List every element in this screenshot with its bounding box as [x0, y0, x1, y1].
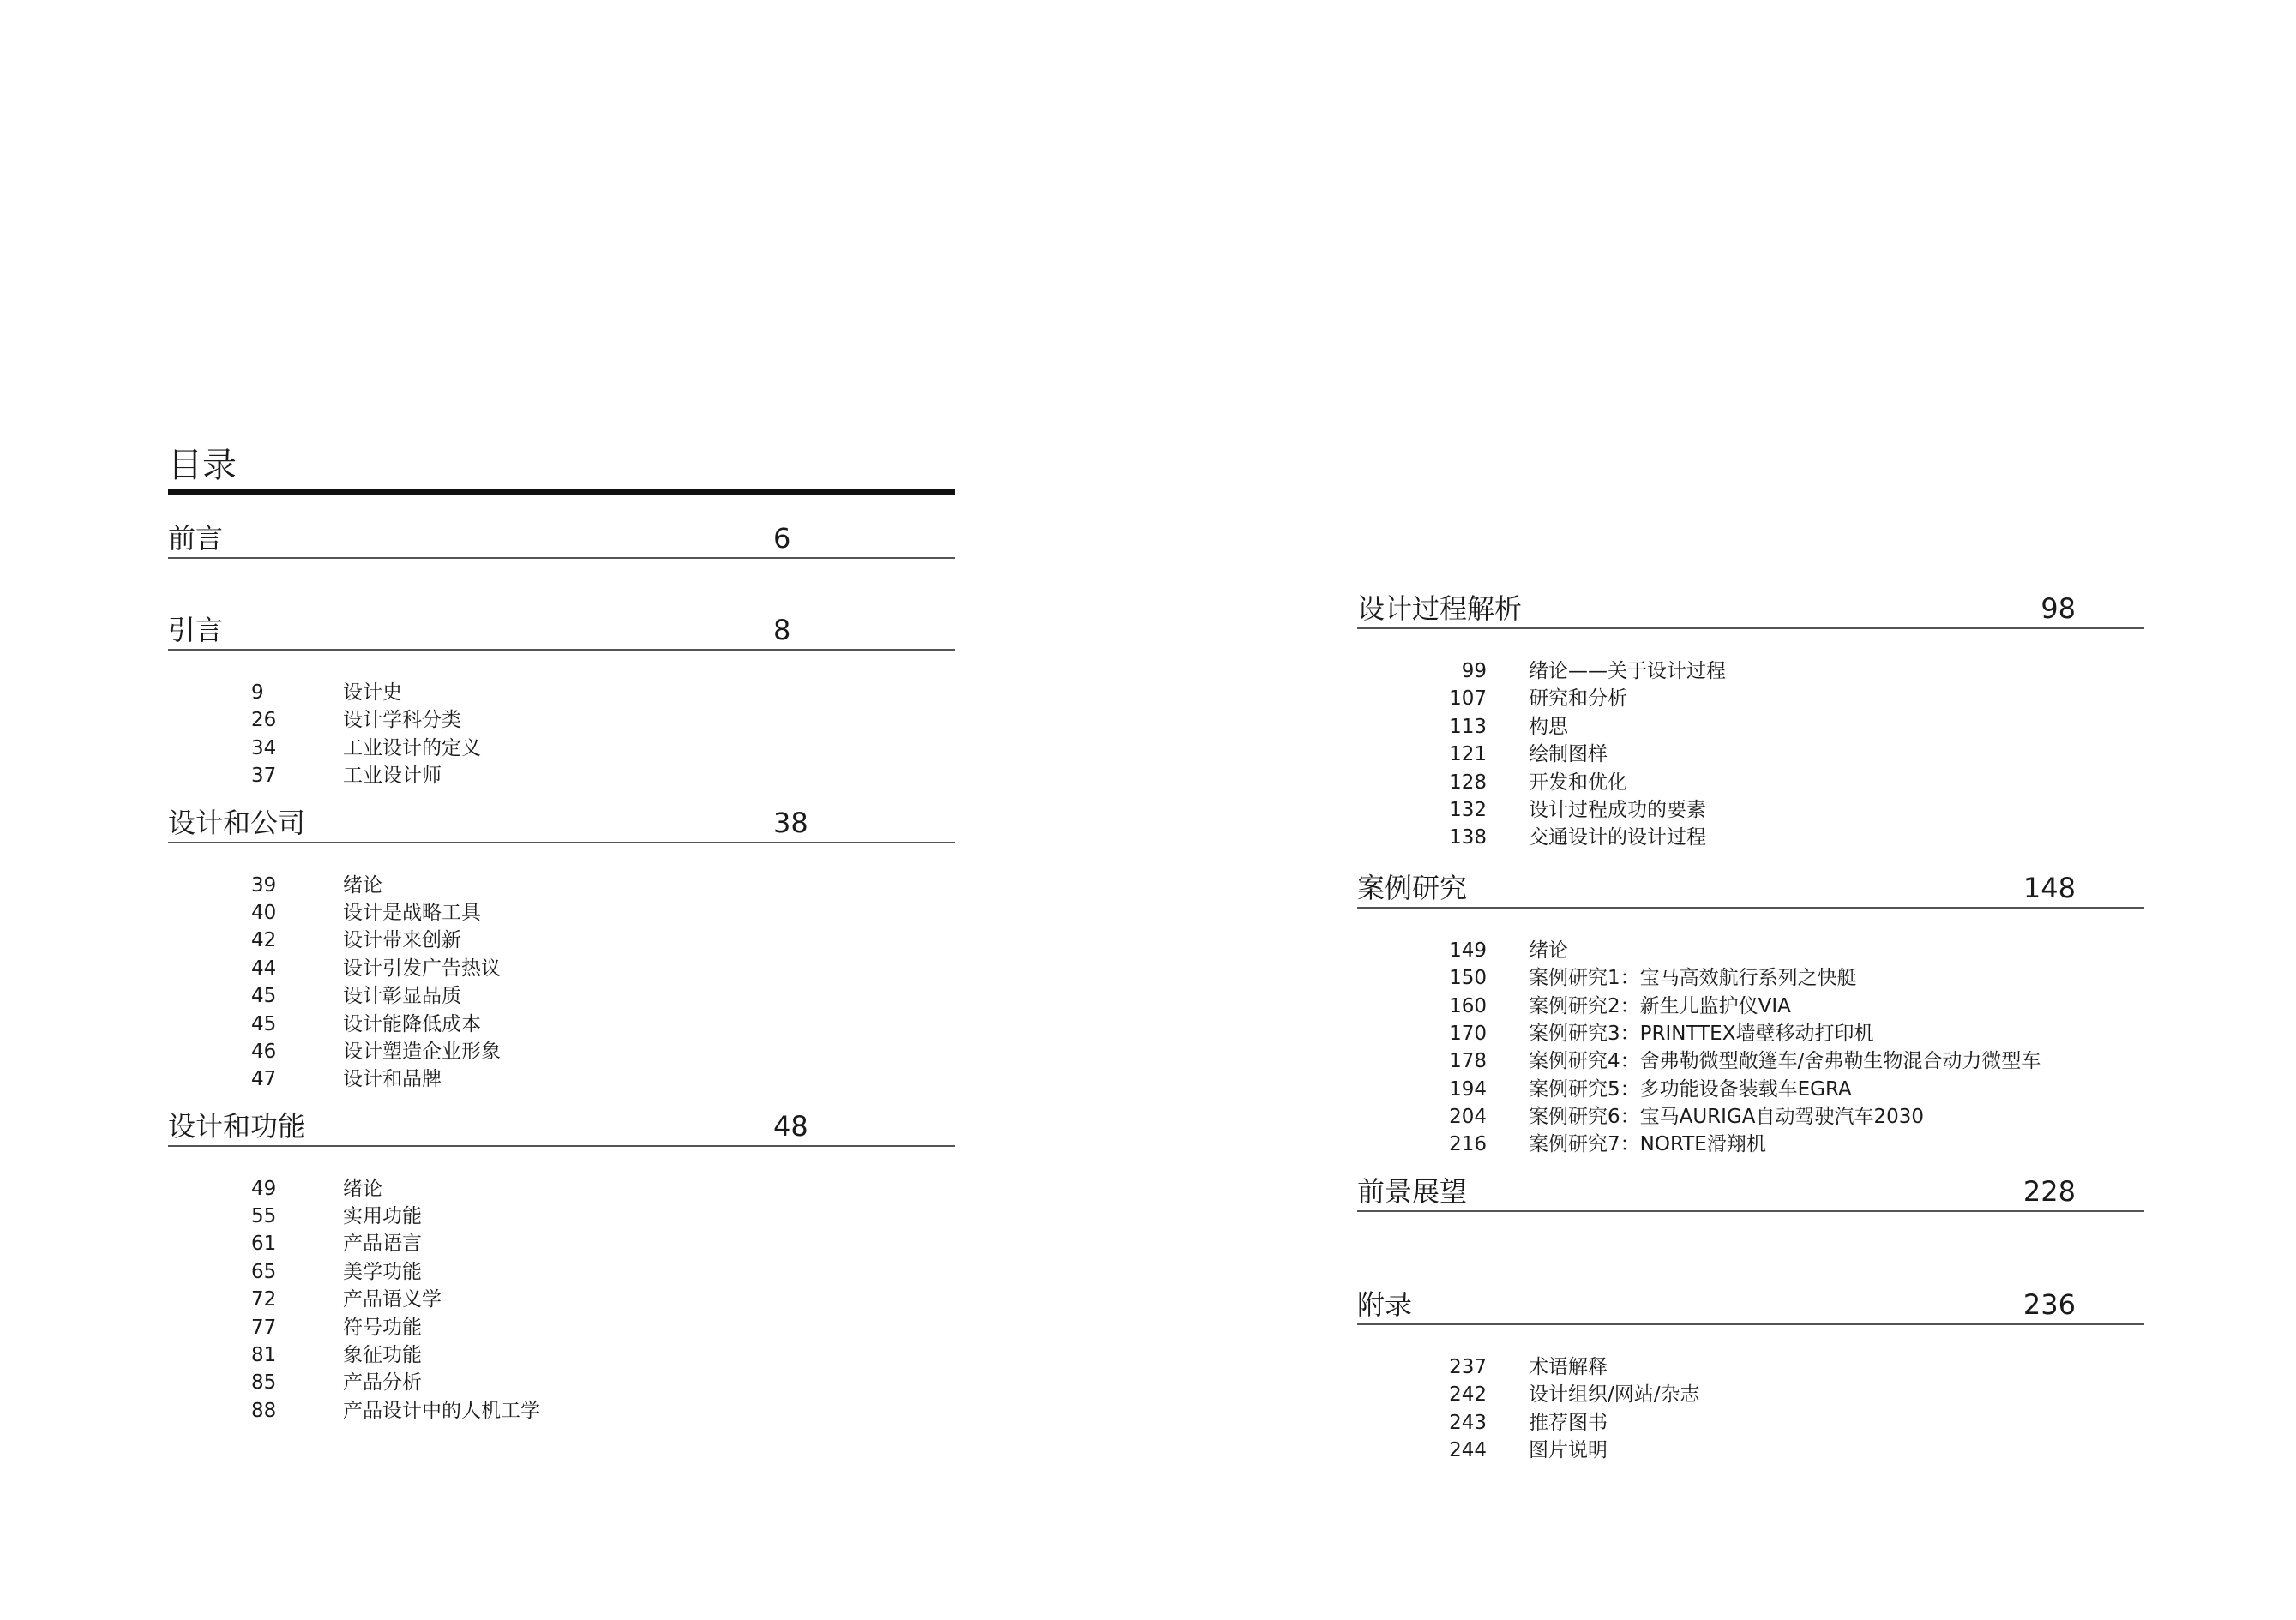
toc-entry[interactable] — [1357, 937, 2144, 964]
toc-section — [1357, 855, 2144, 1159]
toc-entry[interactable] — [1357, 1131, 2144, 1158]
entry-title: 绪论——关于设计过程 — [1529, 660, 1726, 682]
section-heading[interactable] — [1357, 576, 2144, 629]
entry-title: 设计能降低成本 — [343, 1012, 481, 1035]
toc-entry[interactable] — [168, 927, 955, 954]
entry-title: 设计彰显品质 — [343, 985, 461, 1008]
toc-section — [168, 790, 955, 1094]
entry-page-number: 49 — [251, 1177, 277, 1200]
entry-page-number: 243 — [1449, 1411, 1487, 1434]
entry-page-number: 45 — [251, 1012, 277, 1035]
toc-entry[interactable] — [168, 1258, 955, 1286]
section-heading[interactable] — [168, 1094, 955, 1147]
entry-title: 绘制图样 — [1529, 743, 1608, 766]
section-entry-list — [1357, 1353, 2144, 1465]
toc-entry[interactable] — [1357, 824, 2144, 851]
toc-entry[interactable] — [168, 1203, 955, 1230]
entry-title: 产品语言 — [343, 1233, 422, 1256]
section-heading[interactable] — [1357, 855, 2144, 909]
toc-section — [1357, 1159, 2144, 1251]
entry-page-number: 40 — [251, 901, 277, 924]
entry-title: 工业设计师 — [343, 765, 442, 788]
toc-title: 目录 — [168, 441, 955, 495]
toc-entry[interactable] — [1357, 964, 2144, 992]
entry-page-number: 65 — [251, 1260, 277, 1283]
toc-entry[interactable] — [1357, 1103, 2144, 1131]
toc-entry[interactable] — [168, 1314, 955, 1341]
entry-page-number: 26 — [251, 709, 277, 732]
entry-page-number: 194 — [1449, 1077, 1487, 1101]
toc-entry[interactable] — [168, 1369, 955, 1396]
entry-page-number: 34 — [251, 736, 277, 759]
toc-entry[interactable] — [168, 1065, 955, 1093]
toc-entry[interactable] — [1357, 1020, 2144, 1047]
toc-entry[interactable] — [168, 1038, 955, 1065]
entry-page-number: 150 — [1449, 967, 1487, 990]
entry-title: 设计塑造企业形象 — [343, 1040, 501, 1063]
entry-page-number: 138 — [1449, 826, 1487, 849]
toc-entry[interactable] — [168, 982, 955, 1010]
entry-title: 产品设计中的人机工学 — [343, 1399, 540, 1422]
section-entry-list — [168, 872, 955, 1094]
toc-section — [168, 1094, 955, 1425]
section-heading[interactable] — [168, 597, 955, 651]
section-title: 引言 — [168, 614, 224, 646]
toc-entry[interactable] — [1357, 741, 2144, 768]
entry-title: 研究和分析 — [1529, 687, 1627, 711]
entry-title: 绪论 — [343, 873, 382, 897]
toc-entry[interactable] — [168, 872, 955, 899]
entry-title: 美学功能 — [343, 1260, 422, 1283]
entry-title: 设计是战略工具 — [343, 901, 481, 924]
entry-page-number: 85 — [251, 1371, 277, 1395]
toc-entry[interactable] — [1357, 769, 2144, 796]
entry-page-number: 9 — [251, 681, 264, 704]
toc-entry[interactable] — [168, 899, 955, 927]
section-title: 设计和功能 — [168, 1109, 306, 1143]
entry-page-number: 107 — [1449, 687, 1487, 711]
toc-section — [1357, 576, 2144, 852]
entry-title: 象征功能 — [343, 1344, 422, 1367]
section-title: 前景展望 — [1357, 1174, 1468, 1208]
entry-page-number: 44 — [251, 957, 277, 980]
entry-title: 设计组织/网站/杂志 — [1529, 1383, 1700, 1407]
entry-title: 案例研究6：宝马AURIGA自动驾驶汽车2030 — [1529, 1106, 1925, 1129]
entry-page-number: 244 — [1449, 1439, 1487, 1462]
toc-entry[interactable] — [1357, 657, 2144, 685]
entry-title: 设计学科分类 — [343, 709, 461, 732]
toc-entry[interactable] — [168, 735, 955, 762]
entry-title: 设计史 — [343, 681, 402, 704]
entry-title: 工业设计的定义 — [343, 736, 481, 759]
section-entry-list — [168, 679, 955, 790]
toc-entry[interactable] — [168, 1011, 955, 1038]
toc-entry[interactable] — [168, 1286, 955, 1313]
entry-page-number: 72 — [251, 1288, 277, 1311]
toc-entry[interactable] — [168, 762, 955, 789]
entry-title: 设计和品牌 — [343, 1068, 442, 1091]
entry-page-number: 47 — [251, 1068, 277, 1091]
entry-title: 产品分析 — [343, 1371, 422, 1395]
entry-page-number: 55 — [251, 1205, 277, 1228]
entry-page-number: 216 — [1449, 1133, 1487, 1156]
toc-entry[interactable] — [1357, 796, 2144, 824]
toc-entry[interactable] — [168, 1230, 955, 1257]
entry-title: 实用功能 — [343, 1205, 422, 1228]
section-page-number: 148 — [2023, 871, 2076, 904]
entry-title: 案例研究5：多功能设备装载车EGRA — [1529, 1077, 1852, 1101]
entry-page-number: 149 — [1449, 939, 1487, 962]
toc-entry[interactable] — [168, 1341, 955, 1369]
section-heading[interactable] — [1357, 1159, 2144, 1212]
toc-entry[interactable] — [168, 679, 955, 706]
entry-title: 设计带来创新 — [343, 929, 461, 952]
entry-page-number: 46 — [251, 1040, 277, 1063]
toc-entry[interactable] — [1357, 1409, 2144, 1437]
section-title: 案例研究 — [1357, 871, 1468, 904]
entry-page-number: 77 — [251, 1316, 277, 1339]
toc-entry[interactable] — [1357, 1353, 2144, 1381]
section-heading[interactable] — [168, 790, 955, 843]
entry-page-number: 178 — [1449, 1050, 1487, 1073]
entry-page-number: 121 — [1449, 743, 1487, 766]
entry-page-number: 42 — [251, 929, 277, 952]
entry-page-number: 128 — [1449, 771, 1487, 794]
entry-title: 案例研究7：NORTE滑翔机 — [1529, 1133, 1766, 1156]
section-page-number: 228 — [2023, 1174, 2076, 1208]
toc-entry[interactable] — [1357, 685, 2144, 712]
entry-page-number: 37 — [251, 765, 277, 788]
section-page-number: 48 — [773, 1109, 808, 1143]
section-entry-list — [1357, 657, 2144, 852]
toc-entry[interactable] — [168, 955, 955, 982]
entry-title: 图片说明 — [1529, 1439, 1608, 1462]
section-title: 设计过程解析 — [1357, 592, 1523, 625]
entry-page-number: 61 — [251, 1233, 277, 1256]
entry-title: 绪论 — [343, 1177, 382, 1200]
section-page-number: 8 — [773, 614, 791, 646]
toc-entry[interactable] — [168, 1397, 955, 1425]
toc-entry[interactable] — [1357, 993, 2144, 1020]
entry-page-number: 132 — [1449, 798, 1487, 821]
section-title: 设计和公司 — [168, 806, 306, 839]
section-page-number: 6 — [773, 522, 791, 555]
entry-page-number: 39 — [251, 873, 277, 897]
section-heading[interactable] — [168, 506, 955, 559]
toc-entry[interactable] — [1357, 1437, 2144, 1464]
entry-page-number: 45 — [251, 985, 277, 1008]
entry-page-number: 242 — [1449, 1383, 1487, 1407]
toc-entry[interactable] — [168, 1175, 955, 1203]
entry-title: 绪论 — [1529, 939, 1568, 962]
entry-page-number: 237 — [1449, 1355, 1487, 1378]
entry-title: 构思 — [1529, 715, 1568, 738]
section-page-number: 236 — [2023, 1287, 2076, 1321]
entry-title: 案例研究3：PRINTTEX墙壁移动打印机 — [1529, 1022, 1874, 1045]
toc-entry[interactable] — [1357, 1076, 2144, 1103]
entry-title: 术语解释 — [1529, 1355, 1608, 1378]
entry-title: 案例研究4：舍弗勒微型敞篷车/舍弗勒生物混合动力微型车 — [1529, 1050, 2041, 1073]
entry-title: 开发和优化 — [1529, 771, 1627, 794]
section-heading[interactable] — [1357, 1272, 2144, 1325]
entry-page-number: 88 — [251, 1399, 277, 1422]
toc-section — [168, 506, 955, 559]
entry-title: 符号功能 — [343, 1316, 422, 1339]
toc-right-column — [1357, 576, 2144, 1464]
entry-title: 交通设计的设计过程 — [1529, 826, 1706, 849]
entry-page-number: 99 — [1461, 660, 1487, 682]
entry-title: 设计过程成功的要素 — [1529, 798, 1706, 821]
toc-left-column — [168, 441, 955, 1425]
section-title: 附录 — [1357, 1287, 1413, 1321]
toc-entry[interactable] — [1357, 713, 2144, 741]
toc-section — [168, 597, 955, 790]
entry-title: 推荐图书 — [1529, 1411, 1608, 1434]
entry-page-number: 204 — [1449, 1106, 1487, 1129]
section-page-number: 98 — [2041, 592, 2076, 625]
section-title: 前言 — [168, 522, 224, 555]
section-entry-list — [1357, 937, 2144, 1159]
entry-page-number: 170 — [1449, 1022, 1487, 1045]
toc-entry[interactable] — [168, 706, 955, 734]
entry-page-number: 160 — [1449, 994, 1487, 1017]
section-page-number: 38 — [773, 806, 808, 839]
entry-title: 案例研究1：宝马高效航行系列之快艇 — [1529, 967, 1857, 990]
entry-title: 案例研究2：新生儿监护仪VIA — [1529, 994, 1791, 1017]
section-entry-list — [168, 1175, 955, 1425]
entry-page-number: 81 — [251, 1344, 277, 1367]
toc-section — [1357, 1272, 2144, 1465]
toc-entry[interactable] — [1357, 1381, 2144, 1408]
entry-title: 设计引发广告热议 — [343, 957, 501, 980]
entry-page-number: 113 — [1449, 715, 1487, 738]
entry-title: 产品语义学 — [343, 1288, 442, 1311]
toc-entry[interactable] — [1357, 1047, 2144, 1075]
